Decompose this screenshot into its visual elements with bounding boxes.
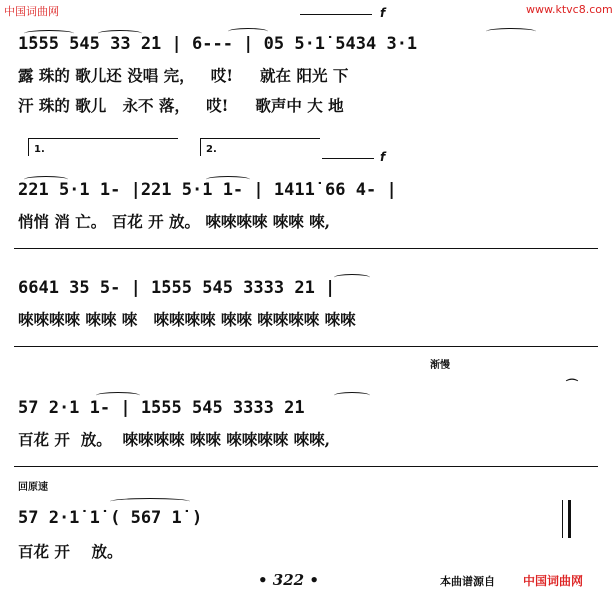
final-barline: [568, 500, 571, 538]
page-number: • 322 •: [258, 571, 319, 589]
lyric-row-1-verse-2: 汗 珠的 歌儿 永不 落， 哎! 歌声中 大 地: [18, 96, 344, 115]
lyric-row-3: 唻唻唻唻 唻唻 唻 唻唻唻唻 唻唻 唻唻唻唻 唻唻: [18, 310, 356, 329]
tempo-marking-a-tempo: 回原速: [18, 482, 48, 493]
notes-row-2: 221 5·1 1- |221 5·1 1- | 141̇1̇ 66 4- |: [18, 180, 397, 200]
slur: [486, 28, 536, 35]
volta-second: 2.: [206, 144, 217, 155]
final-barline-thin: [562, 500, 563, 538]
tempo-marking-ritardando: 渐慢: [430, 360, 450, 371]
slur: [228, 28, 268, 35]
slur: [24, 176, 68, 183]
lyric-row-4: 百花 开 放。 唻唻唻唻 唻唻 唻唻唻唻 唻唻,: [18, 430, 331, 449]
watermark-left: 中国词曲网: [4, 5, 59, 18]
dynamic-forte-1: f: [380, 6, 386, 20]
slur: [96, 392, 140, 399]
slur: [206, 176, 250, 183]
staff-separator: [14, 466, 598, 467]
crescendo-hairpin: [322, 158, 374, 159]
fermata-icon: ⌒: [566, 378, 579, 392]
lyric-row-5: 百花 开 放。: [18, 542, 123, 561]
slur: [334, 392, 370, 399]
volta-line: [28, 138, 178, 139]
notes-row-1: 1̇555 545 33 2̇1 | 6--- | 05 5·1̇ 5434 3·1: [18, 34, 418, 54]
slur: [24, 30, 74, 37]
volta-line: [28, 138, 29, 156]
notes-row-5: 57 2·1̇ 1̇ ( 567 1̇ ): [18, 508, 203, 528]
source-label: 本曲谱源自: [440, 575, 495, 588]
staff-separator: [14, 346, 598, 347]
slur: [334, 274, 370, 281]
brand-label: 中国词曲网: [523, 574, 584, 588]
slur: [110, 498, 190, 505]
notes-row-3: 6641 35 5- | 1̇555 545 3333 21 |: [18, 278, 336, 298]
lyric-row-1-verse-1: 露 珠的 歌儿还 没唱 完， 哎! 就在 阳光 下: [18, 66, 349, 85]
volta-first: 1.: [34, 144, 45, 155]
staff-separator: [14, 248, 598, 249]
watermark-right: www.ktvc8.com: [526, 3, 613, 16]
crescendo-hairpin: [300, 14, 372, 15]
volta-line: [200, 138, 201, 156]
volta-line: [200, 138, 320, 139]
slur: [98, 30, 142, 37]
lyric-row-2: 悄悄 消 亡。 百花 开 放。 唻唻唻唻 唻唻 唻,: [18, 212, 331, 231]
notes-row-4: 57 2·1 1- | 1̇555 545 3333 2̇1: [18, 398, 305, 418]
dynamic-forte-2: f: [380, 150, 386, 164]
